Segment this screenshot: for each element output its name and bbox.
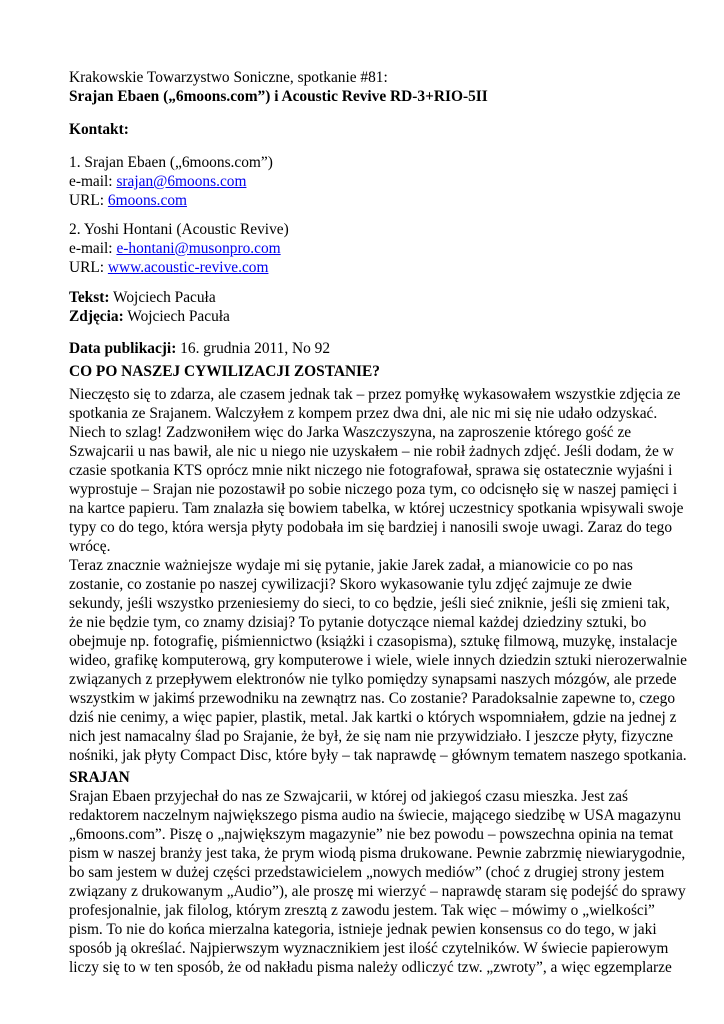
section-civilization-heading: CO PO NASZEJ CYWILIZACJI ZOSTANIE? <box>69 363 381 380</box>
contact-2-email-link[interactable]: e-hontani@musonpro.com <box>116 240 281 257</box>
credit-text <box>69 288 681 307</box>
credit-photo <box>69 307 681 326</box>
body-line: że nie będzie tym, co znamy dzisiaj? To pytanie dotyczące niemal każdej dziedziny sztuki, bo <box>69 614 647 631</box>
credits <box>69 288 681 326</box>
body-line: Teraz znacznie ważniejsze wydaje mi się pytanie, jakie Jarek zadał, a mianowicie co po nas <box>69 557 633 574</box>
body-line: redaktorem naczelnym największego pisma audio na świecie, mającego siedzibę w USA magazynu <box>69 807 681 824</box>
contact-2-email-label: e-mail: <box>69 240 117 257</box>
body-line: nich jest namacalny ślad po Srajanie, że był, że się nam nie przywidziało. I jeszcze płyty, fizyczne <box>69 728 674 745</box>
body-line: pism. To nie do końca mierzalna kategoria, istnieje jednak pewien konsensus co do tego, w jaki <box>69 921 657 938</box>
body-line: sekundy, jeśli wszystko przeniesiemy do sieci, to co będzie, jeśli sieć zniknie, jeśli się zmieni tak, <box>69 595 670 612</box>
body-line: nośniki, jak płyty Compact Disc, które były – tak naprawdę – głównym tematem naszego spotkania. <box>69 747 687 764</box>
contact-1-email-link[interactable]: srajan@6moons.com <box>116 173 247 190</box>
body-line: obejmuje np. fotografię, piśmiennictwo (książki i czasopisma), sztukę filmową, muzykę, instalacje <box>69 633 678 650</box>
body-line: wrócę. <box>69 538 111 555</box>
body-line: wszystkim w jakimś przewodniku na zewnątrz nas. Co zostanie? Paradoksalnie zapewne to, czego <box>69 690 676 707</box>
body-line: związany z drukowanym „Audio”), ale proszę mi wierzyć – naprawdę staram się podejść do sprawy <box>69 883 686 900</box>
publication-date-value: 16. grudnia 2011, No 92 <box>176 340 331 357</box>
publication-date <box>69 339 681 358</box>
publication-date-line <box>69 339 681 358</box>
body-line: sposób ją określać. Najpierwszym wyznacznikiem jest ilość czytelników. W świecie papierowym <box>69 940 669 957</box>
contact-2-email-line <box>69 239 681 258</box>
credit-photo-value: Wojciech Pacuła <box>123 308 230 325</box>
contact-2-url-line <box>69 258 681 277</box>
section-civilization-body <box>69 385 687 765</box>
body-line: profesjonalnie, jak filolog, którym zresztą z zawodu jestem. Tak więc – mówimy o „wielkości” <box>69 902 655 919</box>
contact-1-email-line <box>69 172 681 191</box>
contact-1 <box>69 153 681 210</box>
body-line: czasie spotkania KTS oprócz mnie nikt niczego nie fotografował, sprawa się ostatecznie wyjaśni i <box>69 462 673 479</box>
body-line: na kartce papieru. Tam znalazła się bowiem tabelka, w której uczestnicy spotkania wpisywali swoje <box>69 500 684 517</box>
body-line: spotkania ze Srajanem. Walczyłem z kompem przez dwa dni, ale nic mi się nie udało odzyskać. <box>69 405 658 422</box>
contact-1-name: 1. Srajan Ebaen („6moons.com”) <box>69 154 273 171</box>
document-header <box>69 68 681 106</box>
body-line: Nieczęsto się to zdarza, ale czasem jednak tak – przez pomyłkę wykasowałem wszystkie zdjęcia ze <box>69 386 681 403</box>
body-line: pism w naszej branży jest taka, że prym wiodą pisma drukowane. Pewnie zabrzmię niewiarygodnie, <box>69 845 686 862</box>
body-line: bo sam jestem w dużej części przedstawicielem „nowych mediów” (choć z drugiej strony jestem <box>69 864 665 881</box>
contact-heading <box>69 120 681 139</box>
body-line: liczy się to w ten sposób, że od nakładu pisma należy odliczyć tzw. „zwroty”, a więc egzemplarze <box>69 959 672 976</box>
contact-1-url-line <box>69 191 681 210</box>
body-line: Srajan Ebaen przyjechał do nas ze Szwajcarii, w której od jakiegoś czasu mieszka. Jest zaś <box>69 788 628 805</box>
body-line: zostanie, co zostanie po naszej cywilizacji? Skoro wykasowanie tylu zdjęć zajmuje ze dwie <box>69 576 632 593</box>
contact-label: Kontakt: <box>69 121 129 138</box>
contact-1-url-label: URL: <box>69 192 108 209</box>
contact-2-url-label: URL: <box>69 259 108 276</box>
contact-2-name: 2. Yoshi Hontani (Acoustic Revive) <box>69 221 289 238</box>
body-line: typy co do tego, która wersja płyty podobała im się bardziej i nanosili swoje uwagi. Zaraz do tego <box>69 519 673 536</box>
contact-2 <box>69 220 681 277</box>
body-line: związanych z przepływem elektronów nie tylko pomiędzy synapsami naszych mózgów, ale przede <box>69 671 677 688</box>
meeting-title: Krakowskie Towarzystwo Soniczne, spotkanie #81: <box>69 69 388 86</box>
body-line: wideo, grafikę komputerową, gry komputerowe i wiele, wiele innych dziedzin sztuki nierozerwalnie <box>69 652 687 669</box>
body-line: Szwajcarii u nas bawił, ale nic u niego nie uzyskałem – nie robił żadnych zdjęć. Jeśli dodam, że w <box>69 443 674 460</box>
section-srajan <box>69 768 686 977</box>
section-srajan-body <box>69 787 686 977</box>
contact-1-email-label: e-mail: <box>69 173 117 190</box>
body-line: dziś nie cenimy, a więc papier, plastik, metal. Jak kartki o których wspomniałem, gdzie na jednej z <box>69 709 677 726</box>
credit-text-label: Tekst: <box>69 289 110 306</box>
contact-2-url-link[interactable]: www.acoustic-revive.com <box>107 259 269 276</box>
section-civilization <box>69 362 687 765</box>
credit-text-value: Wojciech Pacuła <box>109 289 216 306</box>
publication-date-label: Data publikacji: <box>69 340 177 357</box>
body-line: wyprostuje – Srajan nie pozostawił po sobie niczego poza tym, co odcisnęło się w naszej pamięci i <box>69 481 678 498</box>
contact-1-url-link[interactable]: 6moons.com <box>107 192 187 209</box>
body-line: Niech to szlag! Zadzwoniłem więc do Jarka Waszczyszyna, na zaproszenie którego gość ze <box>69 424 632 441</box>
body-line: „6moons.com”. Piszę o „największym magazynie” nie bez powodu – powszechna opinia na temat <box>69 826 674 843</box>
credit-photo-label: Zdjęcia: <box>69 308 124 325</box>
section-srajan-heading: SRAJAN <box>69 769 130 786</box>
article-title: Srajan Ebaen („6moons.com”) i Acoustic Revive RD-3+RIO-5II <box>69 88 488 105</box>
